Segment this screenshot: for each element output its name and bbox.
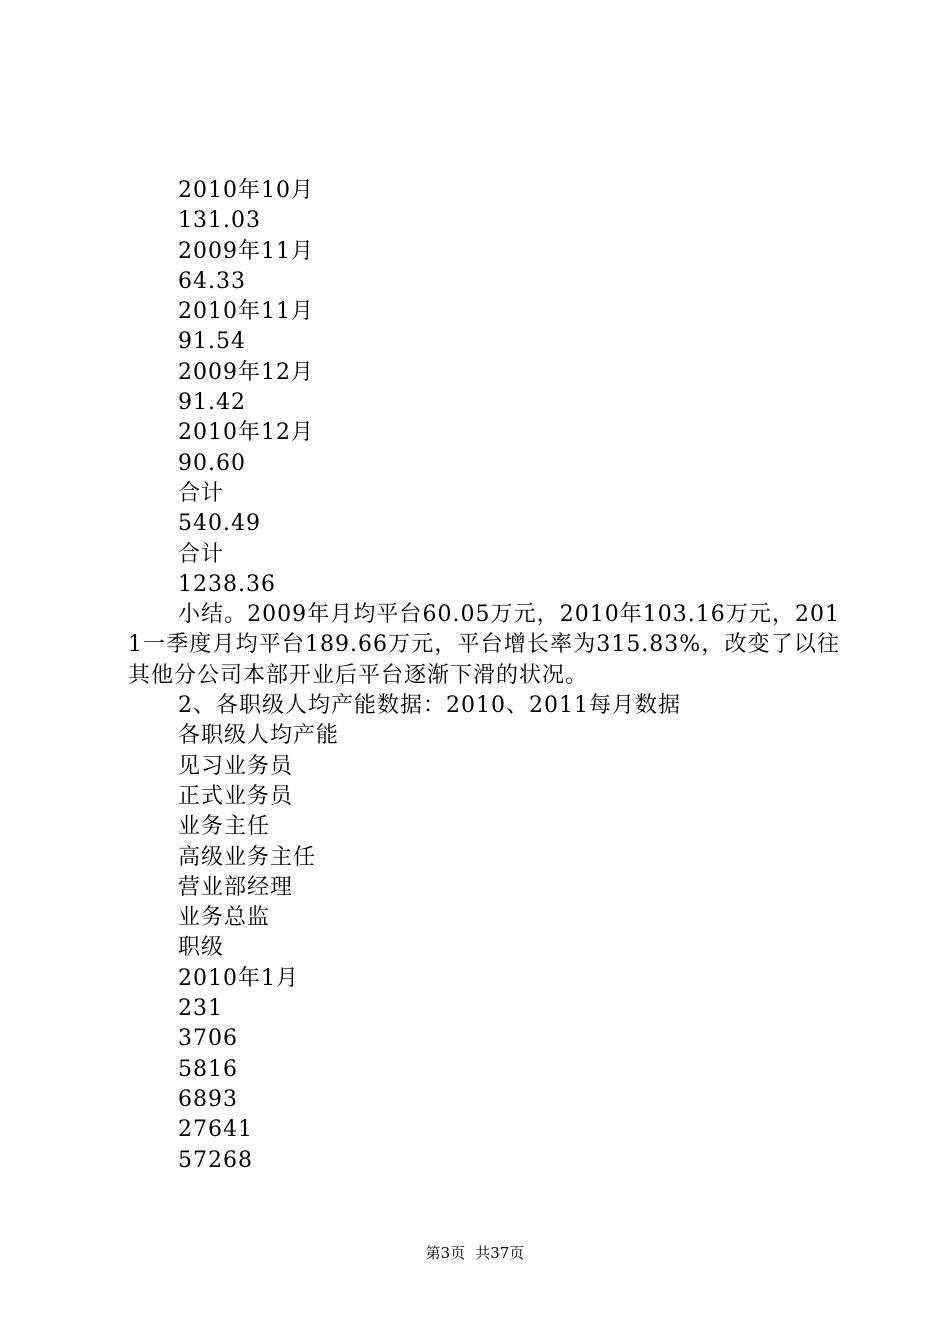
- text-line: 540.49: [178, 511, 261, 537]
- data-list-after-heading: [128, 721, 840, 1175]
- text-line: 2010年10月: [178, 178, 314, 203]
- text-line: 64.33: [178, 268, 246, 294]
- text-line: 各职级人均产能: [178, 723, 340, 749]
- text-line: 业务主任: [178, 814, 271, 840]
- text-line: 2010年11月: [178, 299, 314, 325]
- text-line: 见习业务员: [178, 753, 294, 779]
- data-list-before-summary: [128, 176, 840, 600]
- text-line: 90.60: [178, 450, 246, 476]
- text-line: 职级: [178, 935, 225, 961]
- text-line: 27641: [178, 1117, 253, 1143]
- text-line: 2009年11月: [178, 238, 314, 264]
- page-footer: [0, 1243, 950, 1263]
- text-line: 业务总监: [178, 905, 271, 931]
- text-line: 131.03: [178, 208, 261, 234]
- text-line: 正式业务员: [178, 783, 294, 809]
- page-number: 第3页: [425, 1244, 466, 1262]
- text-line: 6893: [178, 1086, 238, 1112]
- text-line: 231: [178, 996, 223, 1022]
- summary-paragraph: 小结。2009年月均平台60.05万元，2010年103.16万元，2011一季度月均平台189.66万元，平台增长率为315.83%，改变了以往其他分公司本部开业后平台逐渐下滑的状况。: [128, 602, 840, 688]
- document-body: [128, 176, 840, 1176]
- section-heading: 2、各职级人均产能数据：2010、2011每月数据: [178, 693, 681, 719]
- page-total: 共37页: [475, 1244, 525, 1262]
- text-line: 合计: [178, 480, 225, 506]
- text-line: 3706: [178, 1026, 238, 1052]
- text-line: 高级业务主任: [178, 844, 317, 870]
- text-line: 57268: [178, 1147, 253, 1173]
- text-line: 1238.36: [178, 571, 276, 597]
- text-line: 2009年12月: [178, 359, 314, 385]
- text-line: 2010年12月: [178, 420, 314, 446]
- text-line: 合计: [178, 541, 225, 567]
- text-line: 5816: [178, 1056, 238, 1082]
- text-line: 91.42: [178, 390, 246, 416]
- text-line: 91.54: [178, 329, 246, 355]
- text-line: 2010年1月: [178, 965, 299, 991]
- text-line: 营业部经理: [178, 874, 294, 900]
